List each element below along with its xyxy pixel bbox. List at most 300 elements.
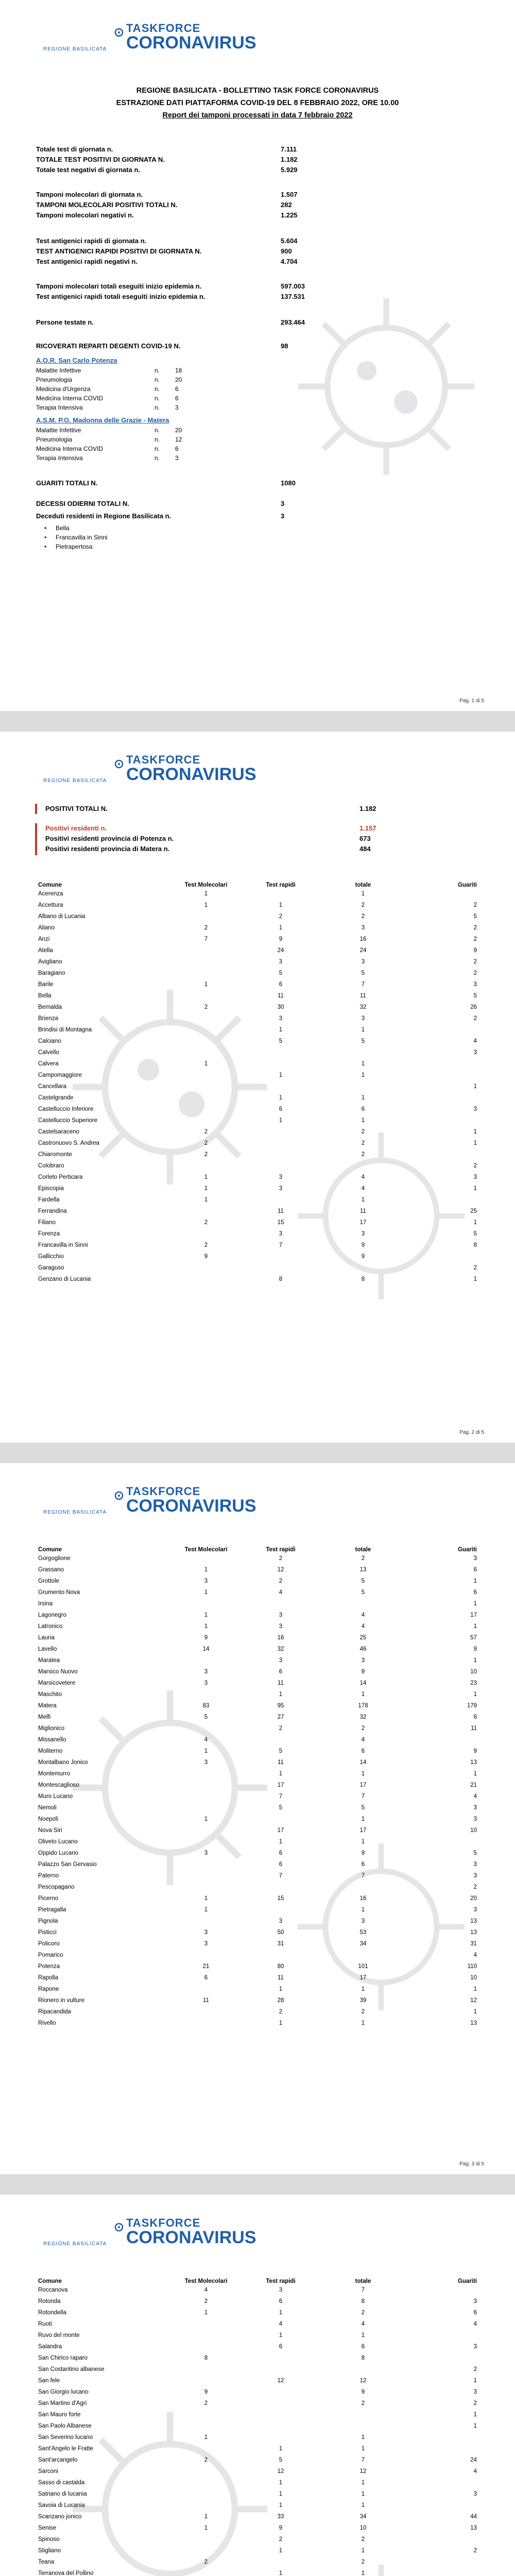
cell-molecolari: 4 <box>204 1737 208 1743</box>
cell-guariti <box>407 1836 479 1848</box>
virus-logo-icon <box>113 1490 125 1501</box>
cell-molecolari <box>170 1092 242 1104</box>
table-row <box>36 1587 479 1598</box>
cell-molecolari <box>170 1984 242 1995</box>
table-row <box>36 1553 479 1564</box>
cell-totale <box>319 1160 407 1172</box>
cell-guariti: 9 <box>473 1646 477 1652</box>
cell-molecolari <box>170 1598 242 1609</box>
cell-guariti: 13 <box>470 2020 477 2026</box>
logo-region-text: REGIONE BASILICATA <box>43 1510 107 1515</box>
cell-totale: 8 <box>361 1276 365 1282</box>
table-row <box>36 945 479 956</box>
cell-comune: Baragiano <box>38 970 65 976</box>
table-row <box>36 1995 479 2006</box>
cell-totale: 1 <box>361 2570 365 2576</box>
cell-rapidi: 1 <box>279 2446 283 2452</box>
cell-comune: San Costantino albanese <box>38 2366 105 2372</box>
cell-rapidi: 11 <box>278 1208 284 1214</box>
cell-rapidi: 7 <box>279 1873 283 1879</box>
cell-guariti: 1 <box>473 1578 477 1584</box>
cell-guariti: 4 <box>473 1793 477 1800</box>
ward-row: Malattie Infettive n. 20 <box>36 427 182 434</box>
cell-rapidi: 30 <box>277 1004 284 1010</box>
stat-row: Tamponi molecolari negativi n. 1.225 <box>36 211 298 219</box>
cell-rapidi: 12 <box>277 2378 284 2384</box>
cell-guariti: 5 <box>473 913 477 920</box>
cell-rapidi: 3 <box>279 1657 283 1664</box>
cell-molecolari <box>170 2420 242 2432</box>
cell-molecolari <box>170 2006 242 2018</box>
cell-molecolari: 7 <box>204 936 208 942</box>
table-row <box>36 1825 479 1836</box>
cell-molecolari: 1 <box>204 1748 208 1754</box>
cell-rapidi: 1 <box>279 2480 283 2486</box>
cell-totale: 101 <box>358 1963 368 1970</box>
cell-comune: San Mauro forte <box>38 2412 81 2418</box>
cell-comune: San Martino d'Agri <box>38 2400 87 2406</box>
cell-rapidi <box>242 1950 319 1961</box>
cell-totale: 9 <box>361 1850 365 1856</box>
cell-rapidi: 1 <box>279 1027 283 1033</box>
cell-rapidi: 2 <box>279 1725 283 1732</box>
cell-guariti: 1 <box>473 1129 477 1135</box>
cell-comune: Matera <box>38 1703 57 1709</box>
table-row <box>36 1172 479 1183</box>
cell-molecolari <box>170 1036 242 1047</box>
col-molecolari: Test Molecolari <box>184 1547 228 1553</box>
cell-guariti: 11 <box>471 1725 477 1732</box>
table-row <box>36 968 479 979</box>
cell-guariti: 8 <box>473 1242 477 1248</box>
cell-guariti: 1 <box>473 1986 477 1992</box>
cell-rapidi: 2 <box>279 913 283 920</box>
cell-totale: 1 <box>361 2434 365 2441</box>
table-row <box>36 2443 479 2454</box>
taskforce-logo <box>41 20 256 56</box>
cell-molecolari: 1 <box>204 2514 208 2520</box>
table-row <box>36 1938 479 1950</box>
cell-guariti: 13 <box>470 2525 477 2531</box>
cell-comune: Rotonda <box>38 2298 61 2304</box>
cell-totale: 32 <box>359 1004 367 1010</box>
table-row <box>36 1609 479 1621</box>
ward-row: Terapia Intensiva n. 3 <box>36 454 179 462</box>
cell-guariti: 6 <box>473 2310 477 2316</box>
cell-totale: 3 <box>361 1918 365 1924</box>
table-row <box>36 1927 479 1938</box>
cell-totale: 3 <box>361 959 365 965</box>
cell-totale: 1 <box>361 2020 365 2026</box>
cell-totale: 1 <box>361 2502 365 2509</box>
cell-totale: 178 <box>358 1703 368 1709</box>
cell-rapidi: 1 <box>279 2020 283 2026</box>
cell-totale: 2 <box>361 2400 365 2406</box>
residenti-row: Positivi residenti provincia di Matera n. 484 <box>45 845 371 853</box>
cell-molecolari: 1 <box>204 1589 208 1596</box>
table-row <box>36 1047 479 1058</box>
stat-row: Test antigenici rapidi di giornata n. 5.604 <box>36 237 298 245</box>
cell-totale: 2 <box>361 1151 365 1158</box>
cell-totale: 4 <box>361 1612 365 1618</box>
cell-molecolari <box>170 2364 242 2375</box>
cell-comune: Castelluccio Superiore <box>38 1117 98 1124</box>
cell-guariti: 6 <box>473 1589 477 1596</box>
cell-guariti: 3 <box>473 1873 477 1879</box>
cell-comune: Rapone <box>38 1986 59 1992</box>
cell-guariti: 1 <box>473 1771 477 1777</box>
cell-comune: Calciano <box>38 1038 61 1044</box>
cell-molecolari: 2 <box>204 925 208 931</box>
cell-rapidi: 5 <box>279 2457 283 2463</box>
cell-rapidi: 1 <box>279 1072 283 1078</box>
cell-molecolari: 1 <box>204 1197 208 1203</box>
table-row <box>36 1893 479 1904</box>
cell-comune: Gorgoglione <box>38 1555 71 1562</box>
cell-totale: 6 <box>361 2344 365 2350</box>
cell-guariti: 2 <box>473 2366 477 2372</box>
cell-rapidi: 5 <box>279 970 283 976</box>
cell-rapidi <box>242 2352 319 2364</box>
cell-rapidi <box>242 1251 319 1262</box>
cell-guariti: 17 <box>470 1612 477 1618</box>
table-row <box>36 2318 479 2330</box>
cell-rapidi: 6 <box>279 2298 283 2304</box>
cell-comune: Salandra <box>38 2344 62 2350</box>
logo-region-text: REGIONE BASILICATA <box>43 778 107 784</box>
cell-guariti <box>407 888 479 900</box>
cell-totale <box>319 2364 407 2375</box>
cell-totale: 8 <box>361 2355 365 2361</box>
cell-comune: Picerno <box>38 1895 58 1902</box>
table-row <box>36 2375 479 2386</box>
cell-molecolari: 3 <box>204 1680 208 1686</box>
cell-molecolari <box>170 1882 242 1893</box>
cell-guariti: 3 <box>473 2344 477 2350</box>
cell-rapidi: 3 <box>279 2287 283 2293</box>
table-row <box>36 1655 479 1666</box>
page-number: Pag. 1 di 5 <box>459 698 484 704</box>
table-row <box>36 1802 479 1814</box>
cell-comune: Oppido Lucano <box>38 1850 79 1856</box>
cell-comune: Montescaglioso <box>38 1782 79 1788</box>
cell-comune: Atella <box>38 947 53 954</box>
cell-molecolari <box>170 945 242 956</box>
table-row <box>36 888 479 900</box>
cell-guariti: 2 <box>473 2548 477 2554</box>
cell-comune: Fardella <box>38 1197 60 1203</box>
cell-comune: Grottole <box>38 1578 59 1584</box>
cell-molecolari <box>170 1228 242 1240</box>
cell-guariti: 4 <box>473 2321 477 2327</box>
cell-comune: Pietragalla <box>38 1907 66 1913</box>
cell-guariti: 2 <box>473 970 477 976</box>
cell-totale <box>319 1882 407 1893</box>
cell-totale <box>319 1081 407 1092</box>
logo-coronavirus-text: CORONAVIRUS <box>126 2228 256 2247</box>
cell-comune: San Severino lucano <box>38 2434 93 2441</box>
table-row <box>36 2409 479 2420</box>
cell-totale: 2 <box>361 1725 365 1732</box>
cell-comune: Ruvo del monte <box>38 2332 80 2338</box>
table-row <box>36 1700 479 1711</box>
table-row <box>36 1251 479 1262</box>
cell-guariti: 6 <box>473 1714 477 1720</box>
cell-guariti: 3 <box>473 1174 477 1180</box>
cell-rapidi <box>242 2398 319 2409</box>
cell-rapidi: 1 <box>279 1986 283 1992</box>
table-row <box>36 2398 479 2409</box>
cell-guariti: 1 <box>473 1219 477 1226</box>
cell-rapidi <box>242 1262 319 1274</box>
cell-totale: 1 <box>361 1061 365 1067</box>
table-row <box>36 2386 479 2398</box>
cell-comune: Policoro <box>38 1941 60 1947</box>
cell-rapidi: 5 <box>279 1748 283 1754</box>
cell-comune: Miglionico <box>38 1725 65 1732</box>
cell-rapidi <box>242 1814 319 1825</box>
cell-rapidi: 3 <box>279 959 283 965</box>
cell-molecolari <box>170 1013 242 1024</box>
aor-title: A.O.R. San Carlo Potenza <box>36 357 117 364</box>
table-row <box>36 1621 479 1632</box>
cell-rapidi: 1 <box>279 2332 283 2338</box>
cell-totale: 2 <box>361 1555 365 1562</box>
cell-rapidi: 1 <box>279 2491 283 2497</box>
cell-totale: 13 <box>359 1567 367 1573</box>
cell-comune: Latronico <box>38 1623 63 1630</box>
cell-molecolari: 3 <box>204 1578 208 1584</box>
cell-molecolari: 1 <box>204 1174 208 1180</box>
cell-rapidi: 33 <box>277 2514 284 2520</box>
table-row <box>36 2432 479 2443</box>
ward-row: Terapia Intensiva n. 3 <box>36 404 179 411</box>
cell-guariti: 13 <box>470 1929 477 1936</box>
cell-guariti: 2 <box>473 925 477 931</box>
cell-comune: Ripacandida <box>38 2009 71 2015</box>
cell-totale: 34 <box>359 2514 367 2520</box>
cell-rapidi: 6 <box>279 1850 283 1856</box>
cell-guariti <box>407 1024 479 1036</box>
cell-comune: San Chirico raparo <box>38 2355 88 2361</box>
table-row <box>36 2556 479 2568</box>
cell-molecolari <box>170 2534 242 2545</box>
cell-comune: Colobraro <box>38 1163 64 1169</box>
table-row <box>36 1013 479 1024</box>
page-number: Pag. 3 di 5 <box>459 2161 484 2167</box>
table-row <box>36 2330 479 2341</box>
cell-totale: 17 <box>359 1219 367 1226</box>
cell-rapidi: 1 <box>279 925 283 931</box>
cell-rapidi: 11 <box>278 1759 284 1766</box>
cell-totale: 7 <box>361 1793 365 1800</box>
cell-totale: 5 <box>361 1805 365 1811</box>
bulletin-subtitle: ESTRAZIONE DATI PIATTAFORMA COVID-19 DEL 8 FEBBRAIO 2022, ORE 10.00 <box>116 99 399 107</box>
cell-comune: Brienza <box>38 1015 58 1022</box>
table-row <box>36 2488 479 2500</box>
cell-molecolari <box>170 1262 242 1274</box>
cell-rapidi: 7 <box>279 1793 283 1800</box>
cell-guariti: 179 <box>467 1703 477 1709</box>
cell-comune: Roccanova <box>38 2287 68 2293</box>
cell-comune: Satriano di lucania <box>38 2491 87 2497</box>
cell-totale: 1 <box>361 1197 365 1203</box>
cell-molecolari: 1 <box>204 2310 208 2316</box>
cell-totale: 1 <box>361 1907 365 1913</box>
cell-totale: 12 <box>359 2468 367 2475</box>
cell-rapidi <box>242 1160 319 1172</box>
cell-molecolari <box>170 990 242 1002</box>
cell-rapidi: 8 <box>279 1276 283 1282</box>
cell-molecolari <box>170 1916 242 1927</box>
table-row <box>36 1183 479 1194</box>
positivi-total-row: POSITIVI TOTALI N. 1.182 <box>45 805 376 812</box>
cell-guariti: 1 <box>473 1140 477 1146</box>
cell-guariti: 2 <box>473 1265 477 1271</box>
table-row <box>36 1780 479 1791</box>
table-row <box>36 1024 479 1036</box>
table-row <box>36 1950 479 1961</box>
cell-totale: 1 <box>361 2548 365 2554</box>
cell-guariti: 1 <box>473 1276 477 1282</box>
cell-guariti <box>407 1149 479 1160</box>
cell-comune: Savoia di Lucania <box>38 2502 85 2509</box>
cell-comune: Castelsaraceno <box>38 1129 79 1135</box>
cell-rapidi: 5 <box>279 1805 283 1811</box>
col-totale: totale <box>355 882 371 888</box>
cell-totale: 1 <box>361 1986 365 1992</box>
cell-totale: 9 <box>361 1242 365 1248</box>
cell-rapidi: 6 <box>279 1669 283 1675</box>
cell-molecolari: 2 <box>204 2400 208 2406</box>
cell-comune: Brindisi di Montagna <box>38 1027 92 1033</box>
cell-guariti: 6 <box>473 1567 477 1573</box>
cell-totale: 17 <box>359 1975 367 1981</box>
cell-comune: Ferrandina <box>38 1208 67 1214</box>
cell-guariti: 3 <box>473 981 477 988</box>
cell-totale: 5 <box>361 1038 365 1044</box>
cell-totale: 11 <box>360 993 366 999</box>
table-row <box>36 1734 479 1745</box>
cell-guariti: 2 <box>473 1884 477 1890</box>
cell-molecolari: 2 <box>204 1129 208 1135</box>
cell-rapidi <box>242 2386 319 2398</box>
cell-guariti: 2 <box>473 936 477 942</box>
cell-molecolari: 14 <box>202 1646 210 1652</box>
cell-molecolari: 2 <box>204 1140 208 1146</box>
cell-molecolari <box>170 1160 242 1172</box>
cell-totale: 4 <box>361 1737 365 1743</box>
cell-molecolari <box>170 956 242 968</box>
cell-totale <box>319 1047 407 1058</box>
table-row <box>36 1262 479 1274</box>
cell-comune: Scanzano jonico <box>38 2514 82 2520</box>
cell-comune: Castelluccio Inferiore <box>38 1106 94 1112</box>
cell-molecolari <box>170 1723 242 1734</box>
cell-rapidi <box>242 2420 319 2432</box>
cell-rapidi: 3 <box>279 1174 283 1180</box>
cell-totale: 3 <box>361 1657 365 1664</box>
cell-molecolari: 1 <box>204 981 208 988</box>
table-row <box>36 1036 479 1047</box>
decessi-row: DECESSI ODIERNI TOTALI N. 3 <box>36 500 285 507</box>
cell-guariti <box>407 2284 479 2296</box>
cell-comune: Bernalda <box>38 1004 62 1010</box>
cell-totale: 1 <box>361 1117 365 1124</box>
cell-rapidi: 6 <box>279 981 283 988</box>
ward-row: Medicina d'Urgenza n. 6 <box>36 385 179 393</box>
cell-rapidi <box>242 2409 319 2420</box>
cell-molecolari <box>170 2466 242 2477</box>
cell-guariti: 5 <box>473 993 477 999</box>
cell-comune: Lavello <box>38 1646 57 1652</box>
col-totale: totale <box>355 2278 371 2284</box>
cell-molecolari <box>170 2018 242 2029</box>
cell-rapidi: 50 <box>277 1929 284 1936</box>
table-row <box>36 1711 479 1723</box>
table-row <box>36 1206 479 1217</box>
cell-guariti: 4 <box>473 1952 477 1958</box>
cell-totale: 16 <box>359 936 367 942</box>
cell-totale: 53 <box>359 1929 367 1936</box>
cell-molecolari: 1 <box>204 1623 208 1630</box>
table-row <box>36 2477 479 2488</box>
cell-totale <box>319 1262 407 1274</box>
cell-molecolari <box>170 1024 242 1036</box>
table-row <box>36 1081 479 1092</box>
cell-comune: Castronuovo S. Andrea <box>38 1140 99 1146</box>
cell-guariti <box>407 2432 479 2443</box>
cell-comune: Sant'Angelo le Fratte <box>38 2446 94 2452</box>
cell-comune: Filiano <box>38 1219 56 1226</box>
cell-comune: Bella <box>38 993 52 999</box>
cell-rapidi: 1 <box>279 2548 283 2554</box>
cell-guariti: 3 <box>473 1805 477 1811</box>
cell-comune: Albano di Lucania <box>38 913 85 920</box>
cell-totale: 34 <box>359 1941 367 1947</box>
cell-guariti: 12 <box>470 1997 477 2004</box>
cell-molecolari <box>170 968 242 979</box>
cell-comune: Nova Siri <box>38 1827 62 1834</box>
cell-molecolari <box>170 2488 242 2500</box>
cell-molecolari <box>170 1070 242 1081</box>
cell-rapidi: 1 <box>279 1095 283 1101</box>
table-row <box>36 1126 479 1138</box>
municipality-table <box>36 1535 479 2029</box>
cell-molecolari <box>170 1768 242 1780</box>
cell-molecolari <box>170 2375 242 2386</box>
cell-molecolari <box>170 1104 242 1115</box>
cell-guariti: 2 <box>473 1163 477 1169</box>
cell-comune: Nemoli <box>38 1805 57 1811</box>
cell-comune: Palazzo San Gervasio <box>38 1861 97 1868</box>
cell-guariti <box>407 2568 479 2576</box>
cell-totale: 1 <box>361 1816 365 1822</box>
cell-totale: 7 <box>361 2287 365 2293</box>
cell-molecolari <box>170 2477 242 2488</box>
asm-title: A.S.M. P.O. Madonna delle Grazie - Matera <box>36 416 169 424</box>
cell-comune: Montalbano Jonico <box>38 1759 88 1766</box>
cell-comune: Gallicchio <box>38 1253 64 1260</box>
cell-rapidi <box>242 1138 319 1149</box>
cell-molecolari: 2 <box>204 2457 208 2463</box>
cell-guariti <box>407 2500 479 2511</box>
col-rapidi: Test rapidi <box>266 2278 296 2284</box>
cell-rapidi <box>242 1194 319 1206</box>
cell-guariti: 24 <box>470 2457 477 2463</box>
cell-guariti: 1 <box>473 2009 477 2015</box>
cell-guariti: 9 <box>473 1748 477 1754</box>
